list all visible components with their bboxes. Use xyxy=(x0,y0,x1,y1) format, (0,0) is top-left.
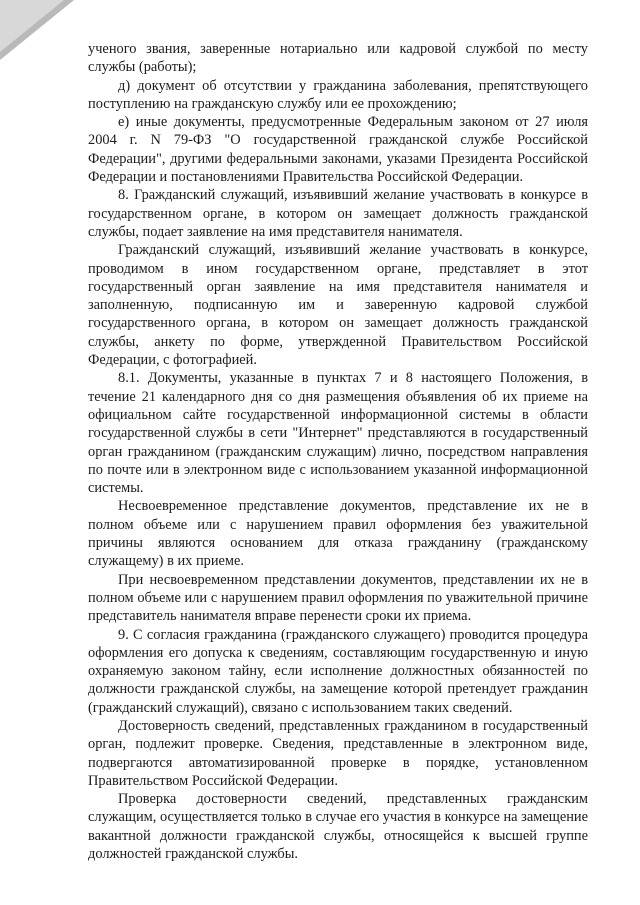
folded-corner-highlight xyxy=(0,0,64,52)
paragraph-clause-8-1: 8.1. Документы, указанные в пунктах 7 и 8 настоящего Положения, в течение 21 календарного дня со дня размещения объявления об их приеме на официальном сайте государственной информационной системы в области государственной службы в сети "Интернет" представляются в государственный орган гражданином (гражданским служащим) лично, посредством направления по почте или в электронном виде с использованием указанной информационной системы. xyxy=(88,370,588,497)
paragraph-valid-reason: При несвоевременном представлении документов, представлении их не в полном объеме или с нарушением правил оформления по уважительной причине представитель нанимателя вправе перенести сроки их приема. xyxy=(88,571,588,625)
paragraph-verification-civil-servant: Проверка достоверности сведений, представленных гражданским служащим, осуществляется только в случае его участия в конкурсе на замещение вакантной должности гражданской службы, относящейся к высшей группе должностей гражданской службы. xyxy=(88,791,588,863)
paragraph-item-d: д) документ об отсутствии у гражданина заболевания, препятствующего поступлению на гражданскую службу или ее прохождению; xyxy=(88,77,588,112)
paragraph-late-submission: Несвоевременное представление документов, представление их не в полном объеме или с нарушением правил оформления без уважительной причины являются основанием для отказа гражданину (гражданскому служащему) в их приеме. xyxy=(88,498,588,570)
paragraph-verification: Достоверность сведений, представленных гражданином в государственный орган, подлежит проверке. Сведения, представленные в электронном виде, подвергаются автоматизированной проверке в порядке, установленном Правительством Российской Федерации. xyxy=(88,717,588,789)
paragraph-clause-8-other-organ: Гражданский служащий, изъявивший желание участвовать в конкурсе, проводимом в ином государственном органе, представляет в этот государственный орган заявление на имя представителя нанимателя и заполненную, подписанную им и заверенную кадровой службой государственного органа, в котором он замещает должность гражданской службы, анкету по форме, утвержденной Правительством Российской Федерации, с фотографией. xyxy=(88,242,588,369)
paragraph-continuation: ученого звания, заверенные нотариально или кадровой службой по месту службы (работы); xyxy=(88,41,588,76)
paragraph-clause-9: 9. С согласия гражданина (гражданского служащего) проводится процедура оформления его допуска к сведениям, составляющим государственную и иную охраняемую законом тайну, если исполнение должностных обязанностей по должности гражданской службы, на замещение которой претендует гражданин (гражданский служащий), связано с использованием таких сведений. xyxy=(88,626,588,716)
document-body xyxy=(88,40,588,863)
paragraph-item-e: е) иные документы, предусмотренные Федеральным законом от 27 июля 2004 г. N 79-ФЗ "О государственной гражданской службе Российской Федерации", другими федеральными законами, указами Президента Российской Федерации и постановлениями Правительства Российской Федерации. xyxy=(88,114,588,186)
paragraph-clause-8: 8. Гражданский служащий, изъявивший желание участвовать в конкурсе в государственном органе, в котором он замещает должность гражданской службы, подает заявление на имя представителя нанимателя. xyxy=(88,187,588,240)
